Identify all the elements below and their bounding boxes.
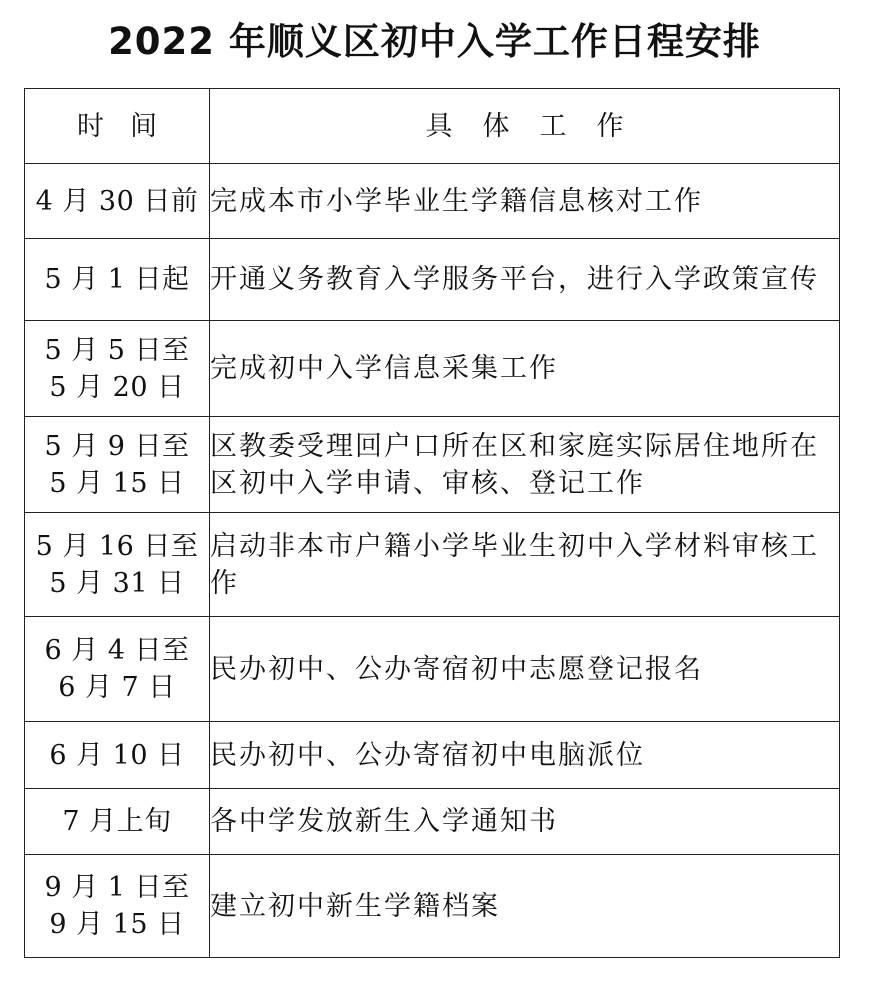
work-cell: 区教委受理回户口所在区和家庭实际居住地所在区初中入学申请、审核、登记工作 (210, 417, 840, 513)
time-cell: 4 月 30 日前 (25, 164, 210, 239)
page-title: 2022 年顺义区初中入学工作日程安排 (108, 20, 761, 63)
table-row (25, 417, 840, 513)
time-cell: 7 月上旬 (25, 789, 210, 855)
time-cell: 5 月 9 日至 5 月 15 日 (25, 417, 210, 513)
table-row (25, 164, 840, 239)
time-cell: 9 月 1 日至 9 月 15 日 (25, 855, 210, 958)
table-row (25, 722, 840, 789)
time-cell: 6 月 4 日至 6 月 7 日 (25, 617, 210, 722)
table-header-row (25, 89, 840, 164)
work-cell: 各中学发放新生入学通知书 (210, 789, 840, 855)
table-row (25, 513, 840, 617)
work-cell: 民办初中、公办寄宿初中电脑派位 (210, 722, 840, 789)
table-row (25, 789, 840, 855)
time-cell: 6 月 10 日 (25, 722, 210, 789)
table-row (25, 855, 840, 958)
table-row (25, 321, 840, 417)
work-cell: 启动非本市户籍小学毕业生初中入学材料审核工作 (210, 513, 840, 617)
time-cell: 5 月 5 日至 5 月 20 日 (25, 321, 210, 417)
work-cell: 开通义务教育入学服务平台，进行入学政策宣传 (210, 239, 840, 321)
column-header-work: 具体工作 (210, 89, 840, 164)
column-header-time: 时间 (25, 89, 210, 164)
work-cell: 完成初中入学信息采集工作 (210, 321, 840, 417)
time-cell: 5 月 16 日至 5 月 31 日 (25, 513, 210, 617)
time-cell: 5 月 1 日起 (25, 239, 210, 321)
work-cell: 民办初中、公办寄宿初中志愿登记报名 (210, 617, 840, 722)
schedule-table (24, 88, 840, 958)
table-row (25, 239, 840, 321)
table-row (25, 617, 840, 722)
work-cell: 建立初中新生学籍档案 (210, 855, 840, 958)
work-cell: 完成本市小学毕业生学籍信息核对工作 (210, 164, 840, 239)
